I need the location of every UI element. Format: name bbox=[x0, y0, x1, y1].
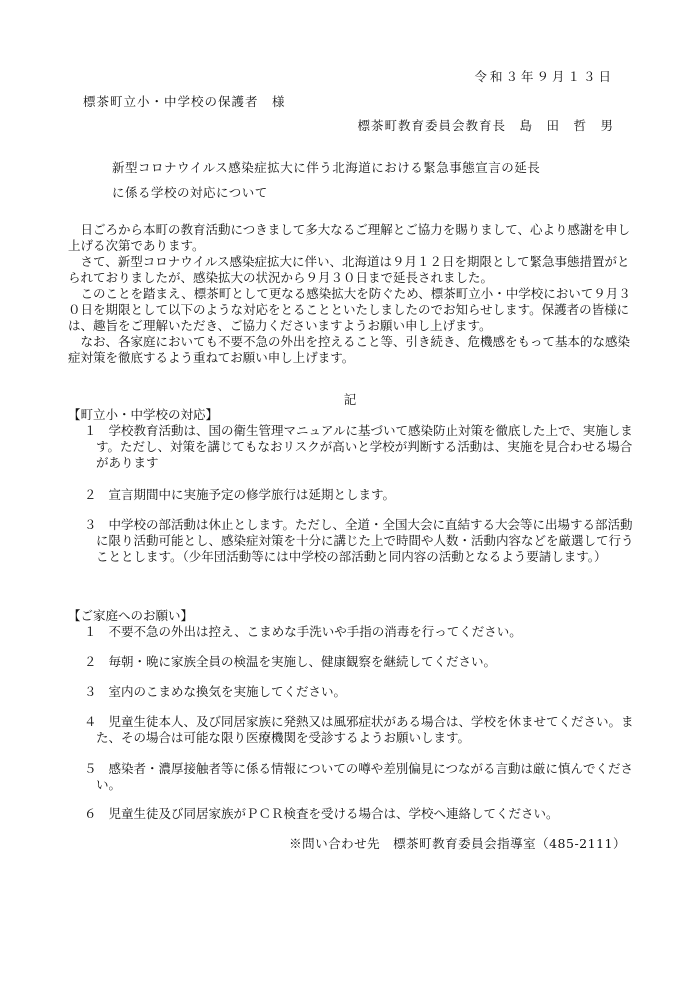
item-number: ３ bbox=[84, 684, 97, 699]
paragraph: 日ごろから本町の教育活動につきまして多大なるご理解とご協力を賜りまして、心より感謝を申し上げる次第であります。 bbox=[68, 222, 631, 253]
item-text: 児童生徒及び同居家族がＰＣＲ検査を受ける場合は、学校へ連絡してください。 bbox=[108, 806, 559, 821]
list-item bbox=[68, 806, 640, 822]
school-heading: 【町立小・中学校の対応】 bbox=[68, 407, 219, 422]
addressee: 標茶町立小・中学校の保護者 様 bbox=[83, 94, 286, 109]
list-item bbox=[68, 761, 640, 793]
item-text: 宣言期間中に実施予定の修学旅行は延期とします。 bbox=[108, 487, 396, 502]
title-line-2: に係る学校の対応について bbox=[112, 185, 268, 200]
sender: 標茶町教育委員会教育長 島 田 哲 男 bbox=[357, 118, 614, 133]
list-item bbox=[68, 684, 640, 700]
item-number: ５ bbox=[84, 761, 97, 776]
paragraph: このことを踏まえ、標茶町として更なる感染拡大を防ぐため、標茶町立小・中学校において９月３０日を期限として以下のような対応をとることといたしましたのでお知らせします。保護者の皆様には、趣旨をご理解いただき、ご協力くださいますようお願い申し上げます。 bbox=[68, 286, 631, 333]
item-text: 感染者・濃厚接触者等に係る情報についての噂や差別偏見につながる言動は厳に慎んでください。 bbox=[96, 761, 634, 792]
contact-info: ※問い合わせ先 標茶町教育委員会指導室（485-2111） bbox=[289, 836, 626, 851]
item-text: 毎朝・晩に家族全員の検温を実施し、健康観察を継続してください。 bbox=[108, 654, 497, 669]
date: 令和３年９月１３日 bbox=[474, 69, 614, 84]
item-text: 不要不急の外出は控え、こまめな手洗いや手指の消毒を行ってください。 bbox=[108, 624, 522, 639]
item-number: １ bbox=[84, 423, 97, 438]
item-text: 室内のこまめな換気を実施してください。 bbox=[108, 684, 347, 699]
list-item bbox=[68, 714, 640, 746]
list-item bbox=[68, 654, 640, 670]
family-heading: 【ご家庭へのお願い】 bbox=[68, 608, 194, 623]
item-number: ３ bbox=[84, 517, 97, 532]
item-text: 中学校の部活動は休止とします。ただし、全道・全国大会に直結する大会等に出場する部活動に限り活動可能とし、感染症対策を十分に講じた上で時間や人数・活動内容などを厳選して行うこととします。（少年団活動等には中学校の部活動と同内容の活動となるよう要請します。） bbox=[96, 517, 634, 564]
list-item bbox=[68, 487, 640, 503]
list-item bbox=[68, 624, 640, 640]
item-number: １ bbox=[84, 624, 97, 639]
ki-mark: 記 bbox=[343, 392, 357, 407]
list-item bbox=[68, 423, 640, 471]
item-number: ４ bbox=[84, 714, 97, 729]
item-number: ２ bbox=[84, 487, 97, 502]
paragraph: さて、新型コロナウイルス感染症拡大に伴い、北海道は９月１２日を期限として緊急事態措置がとられておりましたが、感染拡大の状況から９月３０日まで延長されました。 bbox=[68, 254, 630, 285]
title-line-1: 新型コロナウイルス感染症拡大に伴う北海道における緊急事態宣言の延長 bbox=[112, 160, 541, 175]
item-number: ２ bbox=[84, 654, 97, 669]
list-item bbox=[68, 517, 640, 565]
paragraph: なお、各家庭においても不要不急の外出を控えること等、引き続き、危機感をもって基本的な感染症対策を徹底するよう重ねてお願い申し上げます。 bbox=[68, 334, 631, 365]
item-number: ６ bbox=[84, 806, 97, 821]
item-text: 学校教育活動は、国の衛生管理マニュアルに基づいて感染防止対策を徹底した上で、実施します。ただし、対策を講じてもなおリスクが高いと学校が判断する活動は、実施を見合わせる場合があります bbox=[96, 423, 633, 470]
body-text bbox=[68, 222, 640, 366]
item-text: 児童生徒本人、及び同居家族に発熱又は風邪症状がある場合は、学校を休ませてください。また、その場合は可能な限り医療機関を受診するようお願いします。 bbox=[96, 714, 634, 745]
